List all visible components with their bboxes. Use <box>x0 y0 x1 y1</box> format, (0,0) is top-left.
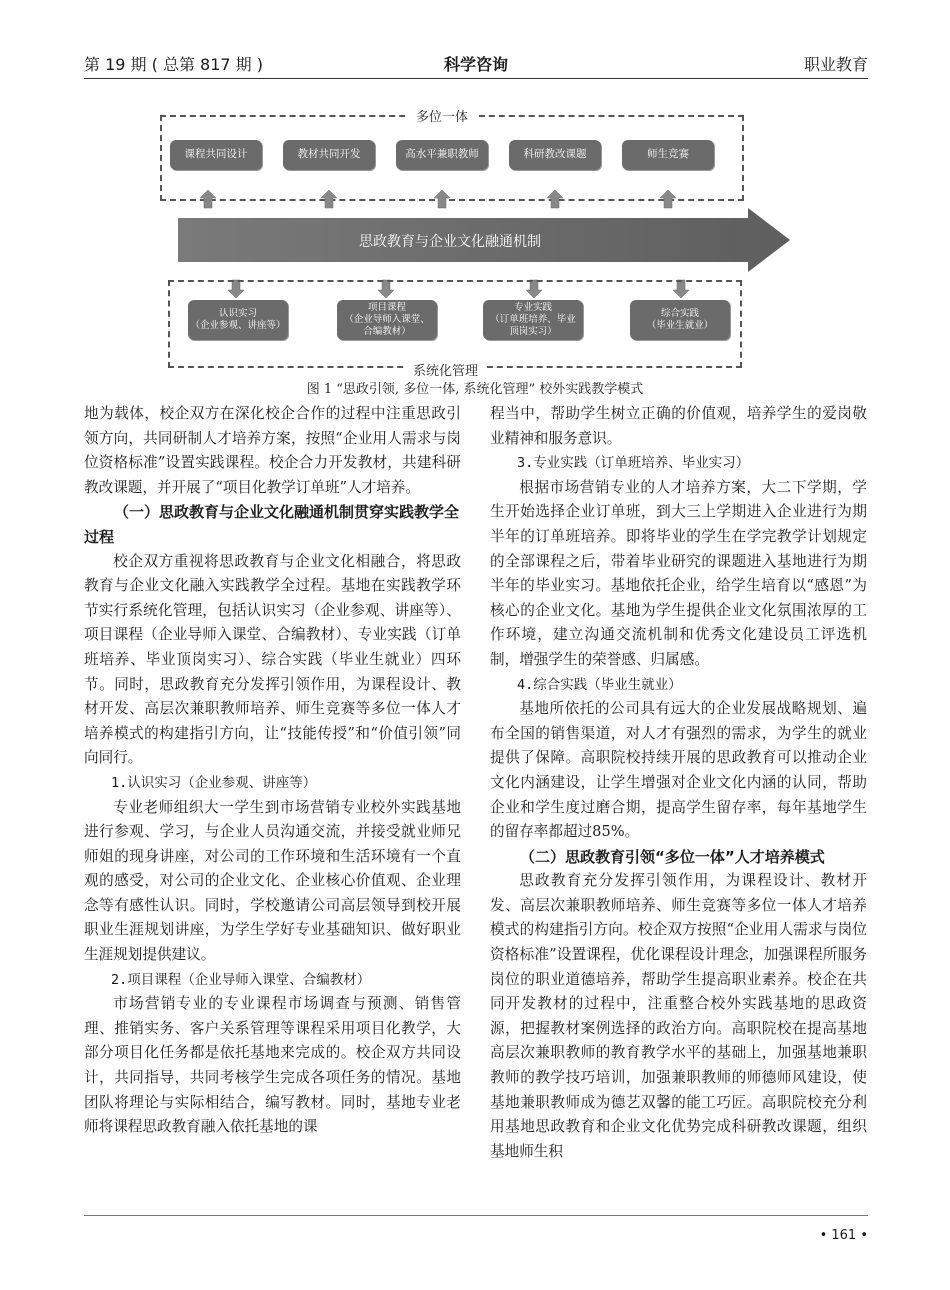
center-mechanism-label: 思政教育与企业文化融通机制 <box>359 234 541 250</box>
top-node-5: 师生竞赛 <box>622 140 714 170</box>
subheading: 4.综合实践（毕业生就业） <box>517 676 682 693</box>
left-column <box>84 402 461 1140</box>
up-arrow-3 <box>434 190 450 208</box>
up-arrow-1 <box>200 190 216 208</box>
paragraph: 根据市场营销专业的人才培养方案，大二下学期，学生开始选择企业订单班，到大三上学期进入企业进行为期半年的订单班培养。即将毕业的学生在学完教学计划规定的全部课程之后，带着毕业研究的课题进入基地进行为期半年的毕业实习。基地依托企业，给学生培育以“感恩”为核心的企业文化。基地为学生提供企业文化氛围浓厚的工作环境，建立沟通交流机制和优秀文化建设员工评选机制，增强学生的荣誉感、归属感。 <box>490 478 867 668</box>
paragraph: 基地所依托的公司具有远大的企业发展战略规划、遍布全国的销售渠道，对人才有强烈的需求，为学生的就业提供了保障。高职院校持续开展的思政教育可以推动企业文化内涵建设，让学生增强对企业文化内涵的认同，帮助企业和学生度过磨合期，提高学生留存率，每年基地学生的留存率都超过85%。 <box>490 700 867 841</box>
up-arrow-5 <box>660 190 676 208</box>
up-arrows <box>150 180 800 210</box>
journal-title: 科学咨询 <box>443 55 508 74</box>
issue-label: 第 19 期 ( 总第 817 期 ) <box>84 55 263 74</box>
subheading: 1.认识实习（企业参观、讲座等） <box>111 774 317 791</box>
bottom-node-2: 项目课程 （企业导师入课堂、 合编教材） <box>337 300 437 340</box>
footer-rule <box>84 1215 868 1216</box>
bottom-node-4: 综合实践 （毕业生就业） <box>630 300 730 340</box>
running-header <box>84 52 868 74</box>
paragraph: 校企双方重视将思政教育与企业文化相融合，将思政教育与企业文化融入实践教学全过程。基地在实践教学环节实行系统化管理，包括认识实习（企业参观、讲座等）、项目课程（企业导师入课堂、合编教材）、专业实践（订单班培养、毕业顶岗实习）、综合实践（毕业生就业）四环节。同时，思政教育充分发挥引领作用，为课程设计、教材开发、高层次兼职教师培养、师生竞赛等多位一体人才培养模式的构建指引方向，让“技能传授”和“价值引领”同向同行。 <box>84 552 461 767</box>
up-arrow-2 <box>321 190 337 208</box>
top-node-1: 课程共同设计 <box>170 140 262 170</box>
paragraph: 市场营销专业的专业课程市场调查与预测、销售管理、推销实务、客户关系管理等课程采用项目化教学，大部分项目化任务都是依托基地来完成的。校企双方共同设计，共同指导，共同考核学生完成各项任务的情况。基地团队将理论与实际相结合，编写教材。同时，基地专业老师将课程思政教育融入依托基地的课 <box>84 995 461 1136</box>
figure-caption: 图 1 “思政引领, 多位一体, 系统化管理” 校外实践教学模式 <box>306 382 644 397</box>
subheading: 2.项目课程（企业导师入课堂、合编教材） <box>111 971 371 988</box>
paragraph: 专业老师组织大一学生到市场营销专业校外实践基地进行参观、学习，与企业人员沟通交流，并接受就业师兄师姐的现身讲座，对公司的工作环境和生活环境有一个直观的感受，对公司的企业文化、企业核心价值观、企业理念等有感性认识。同时，学校邀请公司高层领导到校开展职业生涯规划讲座，为学生学好专业基础知识、做好职业生涯规划提供建议。 <box>84 798 461 964</box>
bottom-node-1: 认识实习 （企业参观、讲座等） <box>188 300 288 340</box>
section-heading: （二）思政教育引领“多位一体”人才培养模式 <box>520 847 825 866</box>
paragraph: 思政教育充分发挥引领作用，为课程设计、教材开发、高层次兼职教师培养、师生竞赛等多位一体人才培养模式的构建指引方向。校企双方按照“企业用人需求与岗位资格标准”设置课程，优化课程设计理念，加强课程所服务岗位的职业道德培养，帮助学生提高职业素养。校企在共同开发教材的过程中，注重整合校外实践基地的思政资源，把握教材案例选择的政治方向。高职院校在提高基地高层次兼职教师的教育教学水平的基础上，加强基地兼职教师的教学技巧培训，加强兼职教师的师德师风建设，使基地兼职教师成为德艺双馨的能工巧匠。高职院校充分利用基地思政教育和企业文化优势完成科研教改课题，组织基地师生积 <box>490 872 867 1160</box>
paragraph: 地为载体，校企双方在深化校企合作的过程中注重思政引领方向，共同研制人才培养方案，按照“企业用人需求与岗位资格标准”设置实践课程。校企合力开发教材，共建科研教改课题，并开展了“项目化教学订单班”人才培养。 <box>84 405 461 496</box>
top-frame-label: 多位一体 <box>408 106 476 125</box>
right-column <box>490 402 867 1164</box>
section-heading: （一）思政教育与企业文化融通机制贯穿实践教学全过程 <box>84 503 460 546</box>
page-number: • 161 • <box>819 1228 868 1243</box>
section-label: 职业教育 <box>803 55 868 74</box>
bottom-node-3: 专业实践 （订单班培养、毕业 顶岗实习） <box>483 300 583 340</box>
figure-1 <box>150 100 800 380</box>
top-node-2: 教材共同开发 <box>283 140 375 170</box>
top-node-3: 高水平兼职教师 <box>396 140 488 170</box>
top-node-4: 科研教改课题 <box>509 140 601 170</box>
header-rule <box>84 78 868 79</box>
paragraph: 程当中，帮助学生树立正确的价值观，培养学生的爱岗敬业精神和服务意识。 <box>490 405 867 447</box>
bottom-frame-label: 系统化管理 <box>405 360 486 379</box>
subheading: 3.专业实践（订单班培养、毕业实习） <box>517 455 750 472</box>
up-arrow-4 <box>547 190 563 208</box>
